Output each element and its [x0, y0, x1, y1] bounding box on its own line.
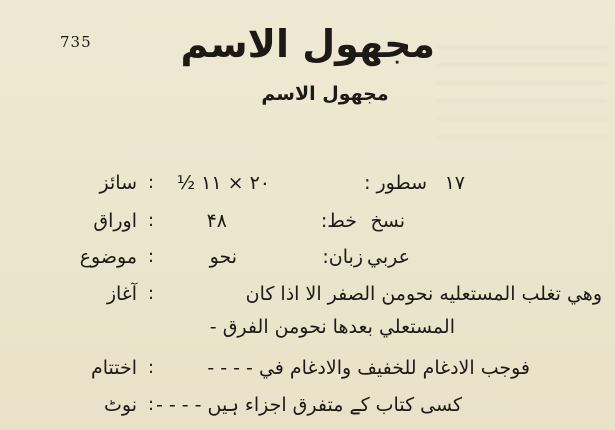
- beginning-line1: وهي تغلب المستعليه نحومن الصفر الا اذا كان: [245, 283, 602, 305]
- subject-label: موضوع: [79, 246, 137, 268]
- page-subtitle: مجهول الاسم: [261, 83, 389, 105]
- ending-label: اختتام: [90, 357, 137, 379]
- size-colon: :: [148, 172, 155, 193]
- language-value: عربي: [367, 246, 410, 268]
- page-title: مجهول الاسم: [180, 22, 435, 66]
- lines-label: سطور :: [364, 172, 427, 194]
- note-label: نوٹ: [104, 394, 137, 416]
- beginning-line2: المستعلي بعدها نحومن الفرق -: [209, 316, 455, 338]
- size-value: ۲۰ × ۱۱ ½: [176, 172, 270, 194]
- subject-colon: :: [148, 246, 155, 267]
- ending-colon: :: [148, 357, 155, 378]
- script-label: خط:: [320, 210, 357, 232]
- note-colon: :: [148, 394, 155, 415]
- folios-colon: :: [148, 210, 155, 231]
- script-value: نسخ: [370, 210, 405, 232]
- note-value: کسی کتاب کے متفرق اجزاء ہیں - - - -: [155, 394, 462, 416]
- lines-value: ۱۷: [444, 172, 465, 194]
- bleed-through-text: [437, 46, 607, 146]
- page-number: 735: [60, 33, 92, 51]
- folios-label: اوراق: [93, 210, 137, 232]
- folios-value: ۴۸: [206, 210, 227, 232]
- beginning-label: آغاز: [106, 283, 137, 305]
- ending-value: فوجب الادغام للخفيف والادغام في - - - -: [207, 357, 530, 379]
- language-label: زبان:: [322, 246, 363, 268]
- subject-value: نحو: [209, 246, 237, 268]
- beginning-colon: :: [148, 283, 155, 304]
- size-label: سائز: [99, 172, 137, 194]
